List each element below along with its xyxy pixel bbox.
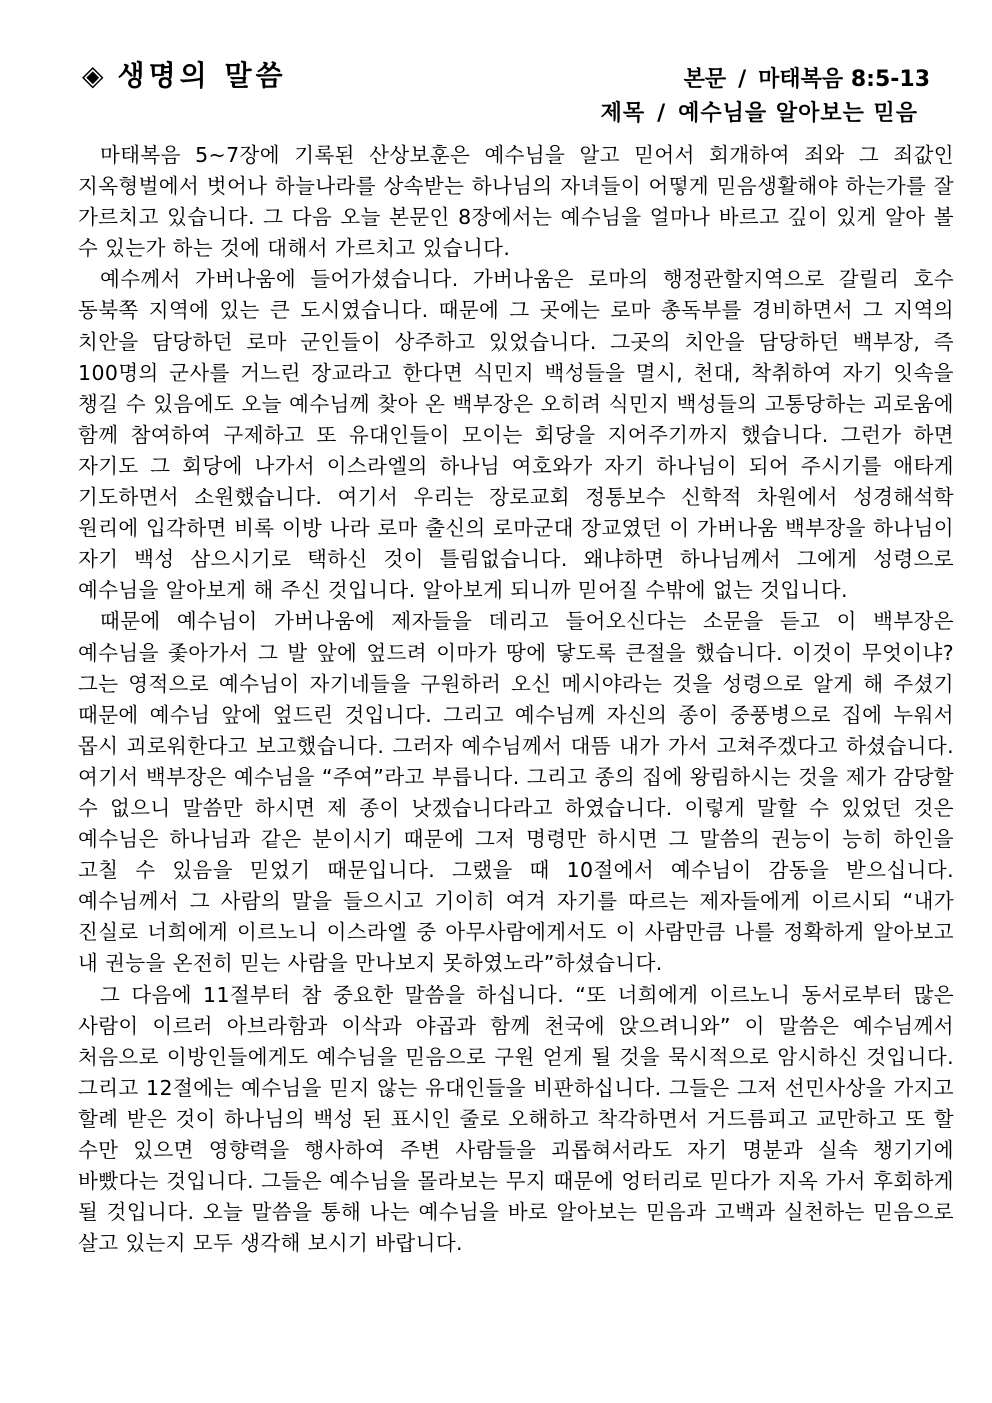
sermon-body — [78, 140, 954, 1259]
sermon-subject — [601, 96, 918, 127]
scripture-label: 본문 — [683, 67, 727, 92]
subject-text: 예수님을 알아보는 믿음 — [678, 101, 918, 126]
paragraph: 때문에 예수님이 가버나움에 제자들을 데리고 들어오신다는 소문을 듣고 이 백부장은 예수님을 좇아가서 그 발 앞에 엎드려 이마가 땅에 닿도록 큰절을 했습니다. 이것이 무엇이냐? 그는 영적으로 예수님이 자기네들을 구원하러 오신 메시야라는 것을 성령으로 알게 해 주셨기 때문에 예수님 앞에 엎드린 것입니다. 그리고 예수님께 자신의 종이 중풍병으로 집에 누워서 몹시 괴로워한다고 보고했습니다. 그러자 예수님께서 대뜸 내가 가서 고쳐주겠다고 하셨습니다. 여기서 백부장은 예수님을 “주여”라고 부릅니다. 그리고 종의 집에 왕림하시는 것을 제가 감당할 수 없으니 말씀만 하시면 제 종이 낫겠습니다라고 하였습니다. 이렇게 말할 수 있었던 것은 예수님은 하나님과 같은 분이시기 때문에 그저 명령만 하시면 그 말씀의 권능이 능히 하인을 고칠 수 있음을 믿었기 때문입니다. 그랬을 때 10절에서 예수님이 감동을 받으십니다. 예수님께서 그 사람의 말을 들으시고 기이히 여겨 자기를 따르는 제자들에게 이르시되 “내가 진실로 너희에게 이르노니 이스라엘 중 아무사람에게서도 이 사람만큼 나를 정확하게 알아보고 내 권능을 온전히 믿는 사람을 만나보지 못하였노라”하셨습니다. — [78, 609, 954, 976]
scripture-ref: 마태복음 8:5-13 — [758, 67, 930, 92]
scripture-separator: / — [738, 67, 747, 92]
diamond-marker-icon: ◈ — [82, 59, 108, 92]
subject-separator: / — [657, 101, 667, 126]
paragraph: 마태복음 5~7장에 기록된 산상보훈은 예수님을 알고 믿어서 회개하여 죄와 그 죄값인 지옥형벌에서 벗어나 하늘나라를 상속받는 하나님의 자녀들이 어떻게 믿음생활해야 하는가를 잘 가르치고 있습니다. 그 다음 오늘 본문인 8장에서는 예수님을 얼마나 바르고 깊이 있게 알아 볼 수 있는가 하는 것에 대해서 가르치고 있습니다. — [78, 143, 954, 261]
scripture-reference — [684, 62, 930, 93]
subject-label: 제목 — [600, 101, 646, 126]
paragraph: 그 다음에 11절부터 참 중요한 말씀을 하십니다. “또 너희에게 이르노니 동서로부터 많은 사람이 이르러 아브라함과 이삭과 야곱과 함께 천국에 앉으려니와” 이 말씀은 예수님께서 처음으로 이방인들에게도 예수님을 믿음으로 구원 얻게 될 것을 묵시적으로 암시하신 것입니다. 그리고 12절에는 예수님을 믿지 않는 유대인들을 비판하십니다. 그들은 그저 선민사상을 가지고 할례 받은 것이 하나님의 백성 된 표시인 줄로 오해하고 착각하면서 거드름피고 교만하고 또 할 수만 있으면 영향력을 행사하여 주변 사람들을 괴롭혀서라도 자기 명분과 실속 챙기기에 바빴다는 것입니다. 그들은 예수님을 몰라보는 무지 때문에 엉터리로 믿다가 지옥 가서 후회하게 될 것입니다. 오늘 말씀을 통해 나는 예수님을 바로 알아보는 믿음과 고백과 실천하는 믿음으로 살고 있는지 모두 생각해 보시기 바랍니다. — [78, 982, 954, 1256]
title-text: 생명의 말씀 — [117, 59, 287, 92]
page-title — [82, 54, 287, 94]
paragraph: 예수께서 가버나움에 들어가셨습니다. 가버나움은 로마의 행정관할지역으로 갈릴리 호수 동북쪽 지역에 있는 큰 도시였습니다. 때문에 그 곳에는 로마 총독부를 경비하면서 그 지역의 치안을 담당하던 로마 군인들이 상주하고 있었습니다. 그곳의 치안을 담당하던 백부장, 즉 100명의 군사를 거느린 장교라고 한다면 식민지 백성들을 멸시, 천대, 착취하여 자기 잇속을 챙길 수 있음에도 오늘 예수님께 찾아 온 백부장은 오히려 식민지 백성들의 고통당하는 괴로움에 함께 참여하여 구제하고 또 유대인들이 모이는 회당을 지어주기까지 했습니다. 그런가 하면 자기도 그 회당에 나가서 이스라엘의 하나님 여호와가 자기 하나님이 되어 주시기를 애타게 기도하면서 소원했습니다. 여기서 우리는 장로교회 정통보수 신학적 차원에서 성경해석학 원리에 입각하면 비록 이방 나라 로마 출신의 로마군대 장교였던 이 가버나움 백부장을 하나님이 자기 백성 삼으시기로 택하신 것이 틀림없습니다. 왜냐하면 하나님께서 그에게 성령으로 예수님을 알아보게 해 주신 것입니다. 알아보게 되니까 믿어질 수밖에 없는 것입니다. — [78, 267, 954, 603]
